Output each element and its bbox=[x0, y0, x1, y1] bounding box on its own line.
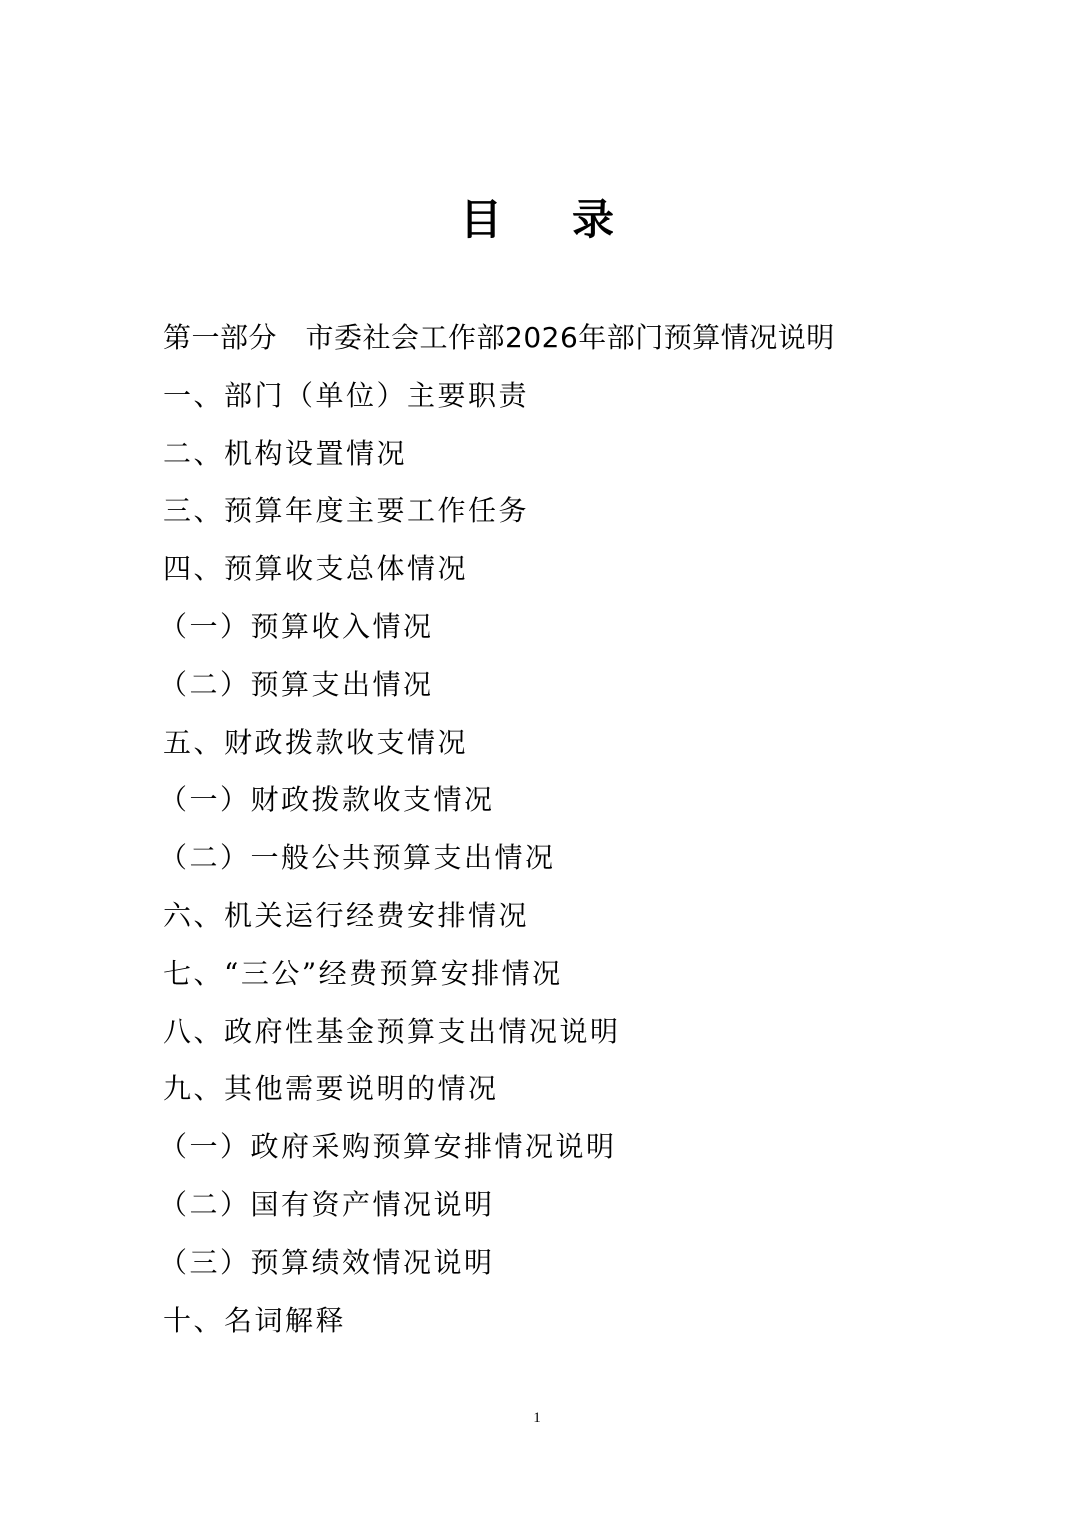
toc-section-item: 二、机构设置情况 bbox=[163, 436, 408, 470]
toc-section-item: 四、预算收支总体情况 bbox=[163, 552, 469, 586]
toc-part-heading: 第一部分 市委社会工作部2026年部门预算情况说明 bbox=[163, 321, 835, 354]
toc-subsection-item: （三）预算绩效情况说明 bbox=[159, 1245, 495, 1279]
toc-subsection-item: （一）预算收入情况 bbox=[159, 609, 434, 643]
toc-list bbox=[159, 316, 923, 1356]
toc-section-item: 一、部门（单位）主要职责 bbox=[163, 378, 530, 412]
toc-section-item: 八、政府性基金预算支出情况说明 bbox=[163, 1014, 621, 1048]
toc-section-item: 三、预算年度主要工作任务 bbox=[163, 494, 530, 528]
toc-subsection-item: （一）财政拨款收支情况 bbox=[159, 783, 495, 817]
page-number: 1 bbox=[533, 1410, 541, 1426]
toc-subsection-item: （二）国有资产情况说明 bbox=[159, 1187, 495, 1221]
toc-section-item: 五、财政拨款收支情况 bbox=[163, 725, 469, 759]
toc-section-item: 九、其他需要说明的情况 bbox=[163, 1072, 499, 1106]
toc-subsection-item: （二）预算支出情况 bbox=[159, 667, 434, 701]
toc-section-item: 七、“三公”经费预算安排情况 bbox=[163, 956, 563, 990]
toc-section-item: 六、机关运行经费安排情况 bbox=[163, 898, 530, 932]
toc-section-item: 十、名词解释 bbox=[163, 1303, 347, 1337]
toc-subsection-item: （一）政府采购预算安排情况说明 bbox=[159, 1130, 617, 1164]
toc-subsection-item: （二）一般公共预算支出情况 bbox=[159, 841, 556, 875]
toc-title: 目录 bbox=[459, 195, 684, 244]
